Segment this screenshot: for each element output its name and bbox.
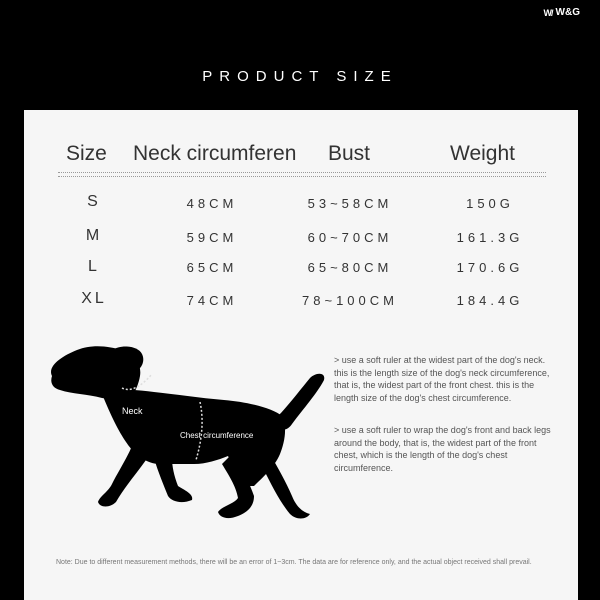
bust-cell: 65~80CM — [307, 260, 393, 275]
size-cell: S — [87, 193, 101, 210]
chest-measure-instruction: > use a soft ruler to wrap the dog's front and back legs around the body, that is, the widest part of the front chest, which is the length of the dog's chest circumference. — [334, 425, 551, 473]
weight-cell: 170.6G — [456, 260, 524, 275]
neck-cell: 65CM — [186, 260, 238, 275]
bust-cell: 78~100CM — [302, 293, 398, 308]
size-chart-panel — [24, 110, 578, 600]
page-title: PRODUCT SIZE — [202, 68, 398, 85]
size-cell: L — [88, 258, 100, 275]
bust-cell: 60~70CM — [307, 230, 393, 245]
header-divider — [58, 172, 546, 173]
brand-logo — [544, 7, 580, 18]
size-cell: XL — [81, 290, 107, 307]
dog-silhouette-icon — [42, 336, 327, 526]
header-divider-2 — [58, 176, 546, 177]
weight-cell: 161.3G — [456, 230, 524, 245]
chest-label: Chest circumference — [180, 431, 254, 440]
size-cell: M — [85, 227, 103, 244]
footnote: Note: Due to different measurement methods, there will be an error of 1~3cm. The data are for reference only, and the actual object received shall prevail. — [56, 559, 532, 566]
neck-label: Neck — [122, 406, 143, 416]
brand-mark-icon: W/ — [543, 7, 553, 18]
neck-measure-instruction: > use a soft ruler at the widest part of the dog's neck. this is the length size of the dog's neck circumference, that is, the widest part of the front chest. this is the length size of the dog's chest circumference. — [334, 355, 550, 403]
header-neck: Neck circumferen — [133, 142, 297, 165]
neck-cell: 59CM — [186, 230, 238, 245]
header-weight: Weight — [450, 142, 515, 165]
neck-cell: 74CM — [186, 293, 238, 308]
brand-name: W&G — [555, 7, 580, 18]
header-size: Size — [66, 142, 107, 165]
neck-cell: 48CM — [186, 196, 238, 211]
header-bust: Bust — [328, 142, 371, 165]
weight-cell: 184.4G — [456, 293, 524, 308]
bust-cell: 53~58CM — [307, 196, 393, 211]
weight-cell: 150G — [466, 196, 514, 211]
